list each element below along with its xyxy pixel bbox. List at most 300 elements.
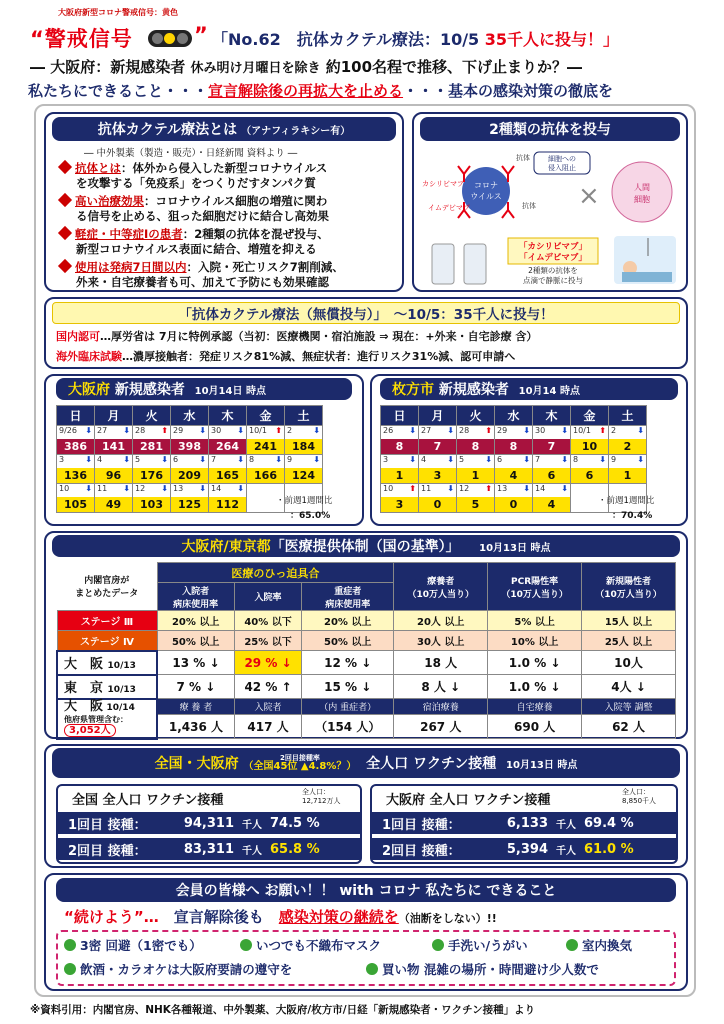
medical-date: 10月13日 時点 — [479, 542, 551, 554]
med-tokyo-val: 4人 ↓ — [582, 675, 676, 699]
cell-value: 112 — [209, 497, 246, 512]
day-header: 火 — [457, 406, 495, 426]
antibody-point-4-cont: 外来・自宅療養者も可、加えて予防にも効果確認 — [76, 275, 329, 289]
point-text: ：体外から侵入した新型コロナウイルス — [121, 161, 328, 175]
svg-text:「イムデビマブ」: 「イムデビマブ」 — [519, 253, 587, 263]
calendar-cell — [533, 455, 571, 484]
request-item-5 — [64, 960, 292, 978]
calendar-cell — [381, 426, 419, 455]
cell-date: 3 — [383, 455, 389, 464]
med-tokyo-val: 42 % ↑ — [234, 675, 301, 699]
cell-value: 264 — [209, 439, 246, 454]
request-banner: 会員の皆様へ お願い！！ with コロナ 私たちに できること — [56, 878, 676, 902]
antibody-banner-title: 抗体カクテル療法とは — [97, 122, 238, 138]
day-header: 日 — [57, 406, 95, 426]
subline-a: ― 大阪府：新規感染者 — [30, 58, 186, 76]
request-line-a: “続けよう”… — [64, 908, 159, 926]
arrow-down-icon: ⬇ — [523, 426, 530, 435]
osaka-ratio-value: ：65.0% — [290, 511, 331, 521]
cell-value: 49 — [95, 497, 132, 512]
arrow-down-icon: ⬇ — [237, 484, 244, 493]
arrow-down-icon: ⬇ — [409, 426, 416, 435]
day-header: 金 — [247, 406, 285, 426]
keikai-close: ” — [194, 23, 208, 47]
request-item-2-text: いつでも不織布マスク — [256, 938, 382, 953]
antibody-point-2 — [60, 193, 327, 209]
bullet-icon — [58, 193, 72, 207]
med-col: 入院率 — [234, 583, 301, 611]
fig-virus-1: コロナ — [474, 181, 498, 190]
arrow-down-icon: ⬇ — [275, 455, 282, 464]
calendar-cell — [285, 426, 323, 455]
calendar-week — [57, 455, 323, 484]
med-osaka-val: 10人 — [582, 651, 676, 675]
arrow-down-icon: ⬇ — [85, 484, 92, 493]
nation-d1-unit: 千人 — [242, 819, 262, 831]
med-tokyo-val: 15 % ↓ — [302, 675, 394, 699]
med-stage4-label: ステージ Ⅳ — [57, 631, 157, 651]
cell-date: 5 — [135, 455, 141, 464]
calendar-cell — [57, 455, 95, 484]
calendar-week — [381, 455, 647, 484]
med-osaka-val: 13 % ↓ — [157, 651, 234, 675]
request-line-b: 宣言解除後も — [173, 908, 264, 926]
bullet-icon — [58, 226, 72, 240]
med-stage4-val: 10% 以上 — [488, 631, 582, 651]
day-header: 木 — [533, 406, 571, 426]
cell-date: 27 — [421, 426, 432, 435]
cell-value: 0 — [419, 497, 456, 512]
antibody-point-1-cont: を攻撃する「免疫系」をつくりだすタンパク質 — [76, 176, 316, 190]
cell-value: 103 — [133, 497, 170, 512]
cell-value: 6 — [571, 468, 608, 483]
cell-value: 105 — [57, 497, 94, 512]
calendar-cell — [495, 455, 533, 484]
arrow-down-icon: ⬇ — [161, 455, 168, 464]
nation-pop-label: 全人口： — [302, 788, 330, 796]
antibody-banner-sub: （アナフィラキシー有） — [241, 125, 351, 137]
calendar-cell — [247, 455, 285, 484]
cell-date: 10 — [383, 484, 394, 493]
calendar-cell — [95, 484, 133, 513]
arrow-down-icon: ⬇ — [313, 455, 320, 464]
request-item-4 — [566, 936, 632, 954]
med-stage3-val: 40% 以下 — [234, 611, 301, 631]
medical-banner — [52, 535, 680, 557]
calendar-cell — [419, 455, 457, 484]
cell-date: 13 — [173, 484, 184, 493]
med-stage3-row — [57, 611, 676, 631]
cell-date: 29 — [497, 426, 508, 435]
med-osaka-label: 大 阪 — [64, 657, 104, 672]
nation-d2-label: 2回目 接種： — [68, 843, 147, 859]
vaccine-nation-pop — [302, 788, 341, 806]
calendar-cell — [209, 426, 247, 455]
cell-date: 6 — [497, 455, 503, 464]
cell-date: 5 — [459, 455, 465, 464]
vaccine-osaka-pop — [622, 788, 656, 806]
hirakata-cal-title-b: 新規感染者 — [438, 382, 509, 398]
calendar-cell — [609, 426, 647, 455]
cell-value: 398 — [171, 439, 208, 454]
arrow-down-icon: ⬇ — [199, 426, 206, 435]
calendar-cell — [419, 426, 457, 455]
day-header: 水 — [171, 406, 209, 426]
day-header: 火 — [133, 406, 171, 426]
request-item-5-text: 飲酒・カラオケは大阪府要請の遵守を — [80, 962, 293, 977]
cell-date: 2 — [611, 426, 617, 435]
med-stage3-val: 5% 以上 — [488, 611, 582, 631]
fig-imde: イムデビマブ — [428, 204, 470, 212]
cell-value: 386 — [57, 439, 94, 454]
vaccine-osaka — [370, 784, 678, 864]
arrow-down-icon: ⬇ — [123, 484, 130, 493]
osaka-pop-label: 全人口： — [622, 788, 650, 796]
hirakata-ratio-label: ・前週1週間比 — [598, 496, 655, 506]
med-osaka2-val: 690 人 — [488, 715, 582, 739]
arrow-down-icon: ⬇ — [199, 455, 206, 464]
footer-source: ※資料引用：内閣官房、NHK各種報道、中外製薬、大阪府/枚方市/日経「新規感染者・ワクチン接種」より — [30, 1004, 536, 1016]
fig-antibody-label: 抗体 — [516, 154, 530, 162]
calendar-cell — [533, 484, 571, 513]
med-col: 入院者 病床使用率 — [157, 583, 234, 611]
request-item-4-text: 室内換気 — [582, 938, 633, 953]
arrow-up-icon: ⬆ — [599, 426, 606, 435]
request-item-1 — [64, 936, 202, 954]
cell-value: 184 — [285, 439, 322, 454]
bullet-icon — [58, 160, 72, 174]
osaka-cal-title-a: 大阪府 — [68, 382, 110, 398]
med-group: 医療のひっ迫具合 — [157, 563, 394, 583]
med-stage4-val: 50% 以上 — [302, 631, 394, 651]
block-x-icon: × — [578, 181, 600, 211]
point-text: ：入院・死亡リスク7割削減、 — [186, 260, 344, 274]
point-label: 抗体とは — [75, 161, 121, 175]
calendar-cell — [133, 484, 171, 513]
med-osaka2-date: 10/14 — [106, 703, 135, 713]
cell-date: 9 — [287, 455, 293, 464]
day-header: 金 — [571, 406, 609, 426]
calendar-cell — [57, 484, 95, 513]
arrow-down-icon: ⬇ — [123, 426, 130, 435]
traffic-light-icon — [148, 30, 192, 47]
vaccine-rank-caption: 2回目接種率 — [279, 753, 320, 762]
cell-date: 27 — [97, 426, 108, 435]
svg-text:点滴で静脈に投与: 点滴で静脈に投与 — [523, 276, 583, 285]
cell-value: 1 — [457, 468, 494, 483]
cell-date: 6 — [173, 455, 179, 464]
cell-value: 4 — [533, 497, 570, 512]
approval-line — [56, 328, 537, 344]
med-stage3-val: 15人 以上 — [582, 611, 676, 631]
cell-value: 6 — [533, 468, 570, 483]
cell-value: 8 — [457, 439, 494, 454]
calendar-cell — [381, 484, 419, 513]
antibody-point-4 — [60, 259, 344, 275]
arrow-down-icon: ⬇ — [313, 426, 320, 435]
svg-text:細胞への: 細胞への — [548, 155, 576, 163]
nation-d2-val: 83,311 — [183, 841, 234, 857]
calendar-week — [57, 426, 323, 455]
cell-value: 7 — [419, 439, 456, 454]
arrow-down-icon: ⬇ — [523, 484, 530, 493]
vaccine-osaka-dose1 — [372, 812, 676, 834]
vaccine-nation-dose1 — [58, 812, 360, 834]
vial-icon — [432, 244, 454, 284]
day-header: 土 — [609, 406, 647, 426]
arrow-down-icon: ⬇ — [523, 455, 530, 464]
med-osaka2-val: 417 人 — [234, 715, 301, 739]
vaccine-osaka-dose2 — [372, 838, 676, 860]
antibody-banner — [52, 117, 396, 141]
cell-date: 30 — [535, 426, 546, 435]
cell-date: 10 — [59, 484, 70, 493]
arrow-down-icon: ⬇ — [637, 426, 644, 435]
mission-b: 宣言解除後の再拡大を止める — [208, 82, 404, 100]
nation-d2-unit: 千人 — [242, 845, 262, 857]
trial-label: 海外臨床試験 — [56, 350, 122, 363]
med-tokyo-val: 7 % ↓ — [157, 675, 234, 699]
vaccine-nation-title: 全国 全人口 ワクチン接種 — [72, 793, 224, 808]
cell-value: 141 — [95, 439, 132, 454]
calendar-cell — [171, 426, 209, 455]
med-stage4-val: 30人 以上 — [394, 631, 488, 651]
point-label: 軽症・中等症Ⅰの患者 — [75, 227, 183, 241]
med-osaka-val: 18 人 — [394, 651, 488, 675]
calendar-cell — [495, 484, 533, 513]
trial-line — [56, 348, 515, 364]
request-line-c: 感染対策の継続を — [278, 908, 399, 926]
day-header: 土 — [285, 406, 323, 426]
med-osaka2-head: （内 重症者） — [302, 699, 394, 715]
med-stage3-val: 20% 以上 — [302, 611, 394, 631]
cell-value: 1 — [381, 468, 418, 483]
cell-value: 8 — [381, 439, 418, 454]
vaccine-date: 10月13日 時点 — [506, 759, 578, 771]
cell-value: 3 — [419, 468, 456, 483]
title-red: 35千人に投与！」 — [484, 30, 620, 49]
cell-date: 8 — [573, 455, 579, 464]
day-header: 水 — [495, 406, 533, 426]
arrow-down-icon: ⬇ — [237, 455, 244, 464]
osaka-d2-pct: 61.0 % — [584, 841, 634, 857]
cell-date: 7 — [211, 455, 217, 464]
osaka-d2-label: 2回目 接種： — [382, 843, 461, 859]
vaccine-banner-a: 全国・大阪府 — [154, 756, 239, 772]
osaka-d1-val: 6,133 — [506, 815, 548, 831]
cell-value: 241 — [247, 439, 284, 454]
arrow-down-icon: ⬇ — [485, 455, 492, 464]
med-tokyo-label: 東 京 — [64, 681, 104, 696]
vaccine-rank — [244, 755, 357, 772]
med-osaka2-label: 大 阪 — [64, 699, 104, 714]
mission-c: ・・・基本の感染対策の徹底を — [403, 82, 614, 100]
calendar-cell — [57, 426, 95, 455]
cell-value: 1 — [609, 468, 646, 483]
arrow-up-icon: ⬆ — [485, 426, 492, 435]
med-col: 療養者 （10万人当り） — [394, 563, 488, 611]
calendar-cell — [285, 455, 323, 484]
cell-value: 166 — [247, 468, 284, 483]
nation-d1-val: 94,311 — [183, 815, 234, 831]
arrow-down-icon: ⬇ — [447, 484, 454, 493]
arrow-up-icon: ⬆ — [409, 484, 416, 493]
cell-value: 2 — [609, 439, 646, 454]
calendar-cell — [209, 484, 247, 513]
cell-date: 9 — [611, 455, 617, 464]
request-item-3 — [432, 936, 528, 954]
medical-banner-a: 大阪府/東京都 — [181, 539, 271, 555]
hirakata-ratio-value: ：70.4% — [612, 511, 653, 521]
hirakata-cal-date: 10月14 時点 — [518, 385, 580, 397]
osaka-d2-val: 5,394 — [506, 841, 548, 857]
request-item-1-text: 3密 回避（1密でも） — [80, 938, 202, 953]
arrow-down-icon: ⬇ — [85, 426, 92, 435]
point-label: 高い治療効果 — [75, 194, 144, 208]
arrow-down-icon: ⬇ — [561, 455, 568, 464]
calendar-cell — [209, 455, 247, 484]
arrow-down-icon: ⬇ — [599, 455, 606, 464]
vaccine-banner — [52, 748, 680, 778]
med-stage3-label: ステージ Ⅲ — [57, 611, 157, 631]
cell-value: 125 — [171, 497, 208, 512]
arrow-down-icon: ⬇ — [447, 455, 454, 464]
med-osaka2-val: （154 人） — [302, 715, 394, 739]
med-osaka2-sub: 他府県管理含む： — [64, 715, 128, 724]
subtitle — [30, 56, 582, 77]
svg-text:侵入阻止: 侵入阻止 — [548, 164, 576, 172]
arrow-up-icon: ⬆ — [275, 426, 282, 435]
mission-line — [28, 80, 613, 101]
page-title — [212, 27, 619, 50]
cell-value: 4 — [495, 468, 532, 483]
cell-date: 2 — [287, 426, 293, 435]
title-main: 抗体カクテル療法：10/5 — [296, 30, 480, 49]
cell-date: 28 — [135, 426, 146, 435]
cell-value: 0 — [495, 497, 532, 512]
fig-casiri: カシリビマブ — [422, 180, 464, 188]
cell-value: 209 — [171, 468, 208, 483]
calendar-cell — [609, 455, 647, 484]
med-col: PCR陽性率 （10万人当り） — [488, 563, 582, 611]
svg-text:細胞: 細胞 — [634, 195, 650, 204]
med-osaka-val: 12 % ↓ — [302, 651, 394, 675]
day-header: 日 — [381, 406, 419, 426]
request-item-6-text: 買い物 混雑の場所・時間避け少人数で — [382, 962, 599, 977]
cell-date: 3 — [59, 455, 65, 464]
subline-c: 約100名程で推移、下げ止まりか？― — [325, 58, 583, 76]
vaccine-nation-dose2 — [58, 838, 360, 860]
med-osaka2-head: 自宅療養 — [488, 699, 582, 715]
osaka-cal-title-b: 新規感染者 — [114, 382, 185, 398]
point-label: 使用は発病7日間以内 — [75, 260, 187, 274]
med-col: 新規陽性者 （10万人当り） — [582, 563, 676, 611]
cell-date: 8 — [249, 455, 255, 464]
request-item-2 — [240, 936, 381, 954]
point-text: ：コロナウイルス細胞の増殖に関わ — [144, 194, 328, 208]
med-osaka2-head: 入院等 調整 — [582, 699, 676, 715]
cell-value: 136 — [57, 468, 94, 483]
vaccine-nation — [56, 784, 362, 864]
arrow-up-icon: ⬆ — [485, 484, 492, 493]
svg-text:「カシリビマブ」: 「カシリビマブ」 — [518, 242, 588, 252]
med-osaka2-val: 267 人 — [394, 715, 488, 739]
antibody-point-3 — [60, 226, 329, 242]
day-header: 月 — [419, 406, 457, 426]
calendar-cell — [571, 426, 609, 455]
med-tokyo-row — [57, 675, 676, 699]
osaka-d2-unit: 千人 — [556, 845, 576, 857]
cell-date: 28 — [459, 426, 470, 435]
two-antibody-banner: 2種類の抗体を投与 — [420, 117, 680, 141]
keikai-label: “警戒信号 — [30, 27, 133, 51]
cell-date: 10/1 — [573, 426, 591, 435]
cell-value: 3 — [381, 497, 418, 512]
med-stage4-val: 25% 以下 — [234, 631, 301, 651]
calendar-cell — [457, 484, 495, 513]
med-osaka2-head: 入院者 — [234, 699, 301, 715]
calendar-cell — [95, 455, 133, 484]
med-osaka2-head: 宿泊療養 — [394, 699, 488, 715]
antibody-point-2-cont: る信号を止める、狙った細胞だけに結合し高効果 — [76, 209, 329, 223]
med-tokyo-val: 1.0 % ↓ — [488, 675, 582, 699]
calendar-cell — [95, 426, 133, 455]
vaccine-rank-value: （全国45位 ▲4.8%？） — [243, 760, 357, 772]
svg-text:2種類の抗体を: 2種類の抗体を — [528, 266, 578, 275]
cell-value: 176 — [133, 468, 170, 483]
med-osaka-val: 29 % ↓ — [234, 651, 301, 675]
antibody-point-3-cont: 新型コロナウイルス表面に結合、増殖を抑える — [76, 242, 317, 256]
cell-value: 8 — [495, 439, 532, 454]
arrow-down-icon: ⬇ — [561, 484, 568, 493]
arrow-down-icon: ⬇ — [237, 426, 244, 435]
arrow-up-icon: ⬆ — [161, 426, 168, 435]
request-item-3-text: 手洗い/うがい — [448, 938, 528, 953]
osaka-ratio-label: ・前週1週間比 — [276, 496, 333, 506]
cell-date: 14 — [535, 484, 546, 493]
med-stage4-row — [57, 631, 676, 651]
cell-date: 4 — [97, 455, 103, 464]
nation-d2-pct: 65.8 % — [270, 841, 320, 857]
osaka-d1-pct: 69.4 % — [584, 815, 634, 831]
cell-date: 11 — [421, 484, 432, 493]
antibody-point-1 — [60, 160, 327, 176]
free-admin-banner: 「抗体カクテル療法（無償投与）」 ～10/5：35千人に投与！ — [52, 302, 680, 324]
point-text: ：2種類の抗体を混ぜ投与、 — [182, 227, 329, 241]
nation-d1-label: 1回目 接種： — [68, 817, 147, 833]
arrow-down-icon: ⬇ — [637, 455, 644, 464]
med-tokyo-date: 10/13 — [107, 685, 136, 695]
calendar-cell — [381, 455, 419, 484]
calendar-cell — [171, 484, 209, 513]
med-osaka2-val: 1,436 人 — [157, 715, 234, 739]
calendar-cell — [133, 455, 171, 484]
arrow-down-icon: ⬇ — [123, 455, 130, 464]
antibody-source: ― 中外製薬（製造・販売）・日経新聞 資料より ― — [84, 148, 298, 159]
cell-value: 96 — [95, 468, 132, 483]
arrow-down-icon: ⬇ — [161, 484, 168, 493]
calendar-cell — [457, 455, 495, 484]
cell-date: 13 — [497, 484, 508, 493]
cell-value: 124 — [285, 468, 322, 483]
calendar-cell — [247, 426, 285, 455]
cell-date: 30 — [211, 426, 222, 435]
vial-icon-2 — [464, 244, 486, 284]
med-stage3-val: 20人 以上 — [394, 611, 488, 631]
day-header: 木 — [209, 406, 247, 426]
vaccine-banner-b: 全人口 ワクチン接種 — [366, 756, 497, 772]
calendar-cell — [133, 426, 171, 455]
